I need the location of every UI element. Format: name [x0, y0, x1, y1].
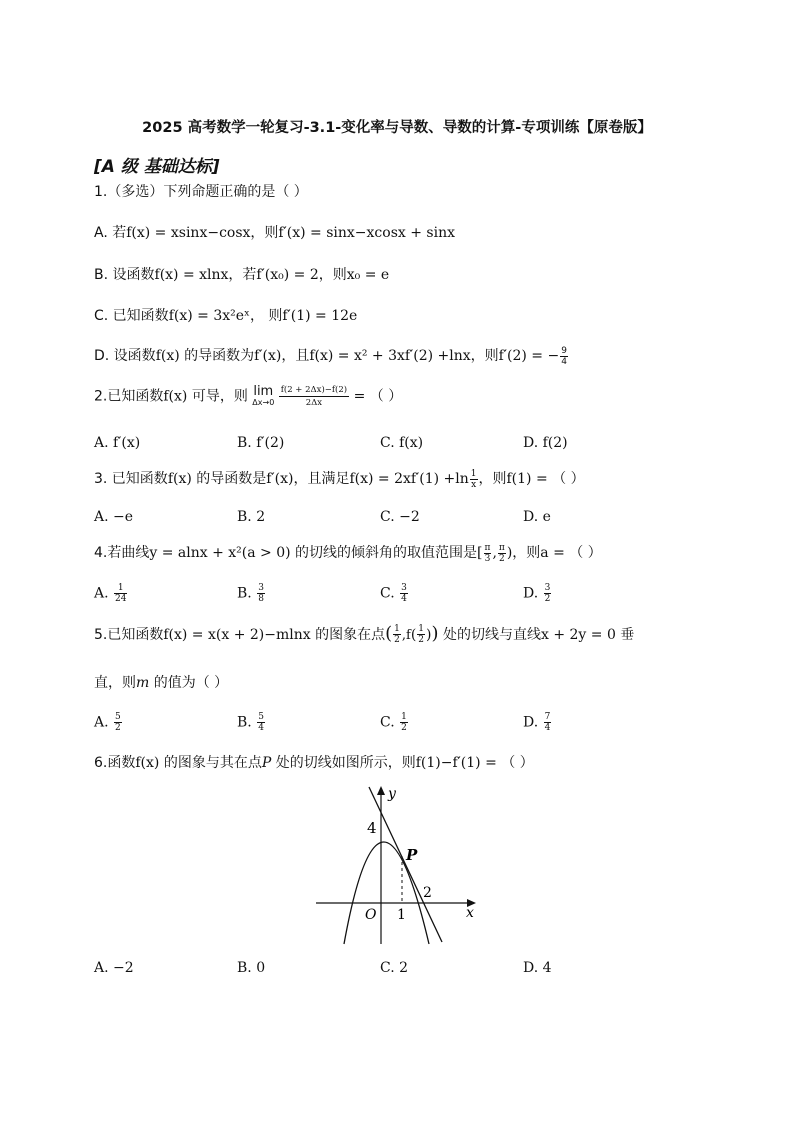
q4-a-frac — [114, 583, 127, 604]
q1-b-math: f(x) = xlnx，若f′(x₀) = 2，则x₀ = e — [154, 267, 390, 283]
q6-c: 的图象与其在点 — [159, 755, 262, 771]
q5-option-a — [94, 712, 123, 733]
q4-b-num: 3 — [258, 583, 264, 593]
q5-c-den: 2 — [401, 723, 407, 733]
q1-c-prefix: C. 已知函数 — [94, 308, 169, 324]
q5-c-num: 1 — [401, 712, 407, 722]
q5-c: 的图象在点 — [310, 627, 386, 643]
q3-b: f(x) — [167, 471, 192, 487]
q4-d: ，则 — [512, 545, 541, 561]
q2-frac-num: f(2 + 2Δx)−f(2) — [280, 385, 348, 395]
q4-c-label: C. — [380, 585, 395, 602]
q4-a: 4.若曲线 — [94, 545, 150, 561]
q3-d: f′(x)，且满足f(x) = 2xf′(1) +ln — [266, 471, 469, 487]
q5-d: 处的切线与直线 — [438, 627, 541, 643]
q5-pt-num: 1 — [394, 623, 400, 634]
q6-f: f(1)−f′(1) = （ ） — [415, 755, 534, 771]
section-heading: [A 级 基础达标] — [94, 157, 220, 177]
q2-option-c: C. f(x) — [380, 435, 424, 451]
q2-stem — [94, 384, 402, 409]
q4-c-den: 4 — [401, 594, 407, 604]
q4-b-frac — [257, 583, 265, 604]
q6-a: 6.函数 — [94, 755, 136, 771]
q6-b: f(x) — [135, 755, 160, 771]
q4-range-low-num: π — [484, 542, 491, 553]
q1-a-prefix: A. 若 — [94, 225, 127, 241]
q5-point-y — [417, 624, 425, 645]
q4-d-den: 2 — [544, 594, 551, 604]
q5-a-frac — [114, 712, 122, 733]
q4-b-label: B. — [237, 585, 252, 602]
q1-d-math: f(x) 的导函数为f′(x)，且f(x) = x² + 3xf′(2) +lnx，则f′(2) = − — [155, 348, 560, 364]
q2-lim-sub: Δx→0 — [252, 397, 275, 407]
q1-option-a — [94, 222, 455, 242]
q5-b-den: 4 — [258, 723, 264, 733]
q5-l2-c: 的值为（ ） — [149, 675, 229, 691]
q1-d-prefix: D. 设函数 — [94, 348, 156, 364]
q4-option-d — [523, 583, 552, 604]
q2-option-d: D. f(2) — [523, 435, 568, 451]
q5-a: 5.已知函数 — [94, 627, 164, 643]
q5-stem — [94, 623, 634, 645]
q4-b-den: 8 — [258, 594, 264, 604]
q3-option-a: A. −e — [94, 509, 134, 525]
q5-option-b — [237, 712, 266, 733]
q6-option-a: A. −2 — [94, 960, 134, 976]
q4-range-high — [498, 543, 506, 564]
q4-range: [ $\frac{\pi}{3}$ , $\frac{\pi}{2}$ ) — [477, 542, 513, 564]
q1-stem: 1.（多选）下列命题正确的是（ ） — [94, 184, 308, 200]
q3-frac-den: x — [471, 479, 477, 490]
q4-d-frac — [544, 583, 552, 604]
q5-d-num: 7 — [544, 712, 551, 722]
q4-option-a — [94, 583, 128, 604]
y-axis-arrow — [377, 786, 385, 795]
q5-option-d — [523, 712, 552, 733]
q1-d-fraction — [560, 346, 568, 367]
q3-fraction — [470, 469, 478, 490]
page-title: 2025 高考数学一轮复习-3.1-变化率与导数、导数的计算-专项训练【原卷版】 — [142, 120, 652, 136]
q3-e: ，则f(1) = （ ） — [478, 471, 585, 487]
q2-math: f(x) — [163, 388, 188, 405]
q6-stem — [94, 752, 534, 772]
q4-b: y = alnx + x²(a > 0) — [149, 545, 291, 561]
q4-c-frac — [400, 583, 408, 604]
q5-pt-den-2: 2 — [418, 634, 425, 645]
q1-option-d — [94, 345, 569, 367]
q1-c-math: f(x) = 3x²eˣ， 则f′(1) = 12e — [168, 308, 358, 324]
q4-a-den: 24 — [115, 594, 127, 604]
q3-option-b: B. 2 — [237, 509, 266, 525]
q2-option-a: A. f′(x) — [94, 435, 141, 451]
q4-stem — [94, 542, 602, 564]
q5-b-frac — [257, 712, 265, 733]
q5-a-den: 2 — [115, 723, 121, 733]
q5-c-frac — [400, 712, 408, 733]
q4-range-low — [484, 543, 492, 564]
q5-a-num: 5 — [115, 712, 121, 722]
q5-option-c — [380, 712, 409, 733]
q4-d-num: 3 — [544, 583, 551, 593]
q5-stem-line2 — [94, 672, 228, 692]
q5-d-den: 4 — [544, 723, 551, 733]
q5-f: 垂 — [615, 627, 635, 643]
q5-pt-num-2: 1 — [418, 623, 425, 634]
q3-frac-num: 1 — [470, 468, 477, 479]
q5-e: x + 2y = 0 — [540, 627, 616, 643]
tick-1-label: 1 — [397, 907, 406, 923]
q6-figure — [310, 782, 490, 947]
q6-option-c: C. 2 — [380, 960, 409, 976]
q4-option-b — [237, 583, 266, 604]
q3-a: 3. 已知函数 — [94, 471, 168, 487]
q4-e: a = （ ） — [540, 545, 602, 561]
q1-d-frac-den: 4 — [561, 356, 567, 367]
q5-pt-den: 2 — [394, 634, 400, 645]
q2-option-b: B. f′(2) — [237, 435, 285, 451]
q4-c-num: 3 — [401, 583, 407, 593]
origin-label: O — [365, 907, 377, 923]
q4-option-c — [380, 583, 409, 604]
q6-option-b: B. 0 — [237, 960, 266, 976]
q2-mid: 可导，则 — [187, 388, 248, 405]
q1-a-math: f(x) = xsinx−cosx，则f′(x) = sinx−xcosx + sinx — [126, 225, 455, 241]
q5-a-label: A. — [94, 714, 109, 731]
q6-e: 处的切线如图所示，则 — [271, 755, 416, 771]
q2-limit — [252, 383, 275, 408]
q1-d-frac-num: 9 — [561, 345, 567, 356]
q4-range-high-num: π — [498, 542, 505, 553]
q1-option-c — [94, 305, 357, 325]
q3-option-d: D. e — [523, 509, 551, 525]
q5-b-label: B. — [237, 714, 252, 731]
q2-lim-word: lim — [253, 383, 274, 399]
q5-point: ( $\frac{1}{2}$ ,f( $\frac{1}{2}$ )) — [385, 623, 439, 645]
point-p-label: P — [406, 846, 418, 864]
q5-l2-b: m — [136, 675, 150, 691]
q4-range-high-den: 2 — [498, 553, 505, 564]
q2-frac-den: 2Δx — [305, 398, 323, 408]
q5-b-num: 5 — [258, 712, 264, 722]
q3-c: 的导函数是 — [191, 471, 267, 487]
q3-stem — [94, 468, 585, 490]
x-axis-label: x — [466, 905, 474, 921]
q5-b: f(x) = x(x + 2)−mlnx — [163, 627, 311, 643]
q6-option-d: D. 4 — [523, 960, 552, 976]
tick-4-label: 4 — [367, 819, 377, 837]
q4-a-label: A. — [94, 585, 109, 602]
q5-point-x — [393, 624, 401, 645]
q5-c-label: C. — [380, 714, 395, 731]
q5-d-label: D. — [523, 714, 539, 731]
q1-option-b — [94, 264, 389, 284]
q1-b-prefix: B. 设函数 — [94, 267, 155, 283]
q4-range-low-den: 3 — [484, 553, 491, 564]
tick-2-label: 2 — [423, 885, 432, 901]
q4-a-num: 1 — [114, 583, 127, 594]
q5-d-frac — [544, 712, 552, 733]
y-axis-label: y — [388, 786, 396, 802]
q2-prefix: 2.已知函数 — [94, 388, 164, 405]
q4-d-label: D. — [523, 585, 539, 602]
q2-fraction — [279, 384, 349, 409]
q6-d: P — [261, 755, 272, 771]
q5-l2-a: 直，则 — [94, 675, 136, 691]
q2-end: = （ ） — [353, 388, 403, 405]
q3-option-c: C. −2 — [380, 509, 420, 525]
q4-c: 的切线的倾斜角的取值范围是 — [290, 545, 478, 561]
